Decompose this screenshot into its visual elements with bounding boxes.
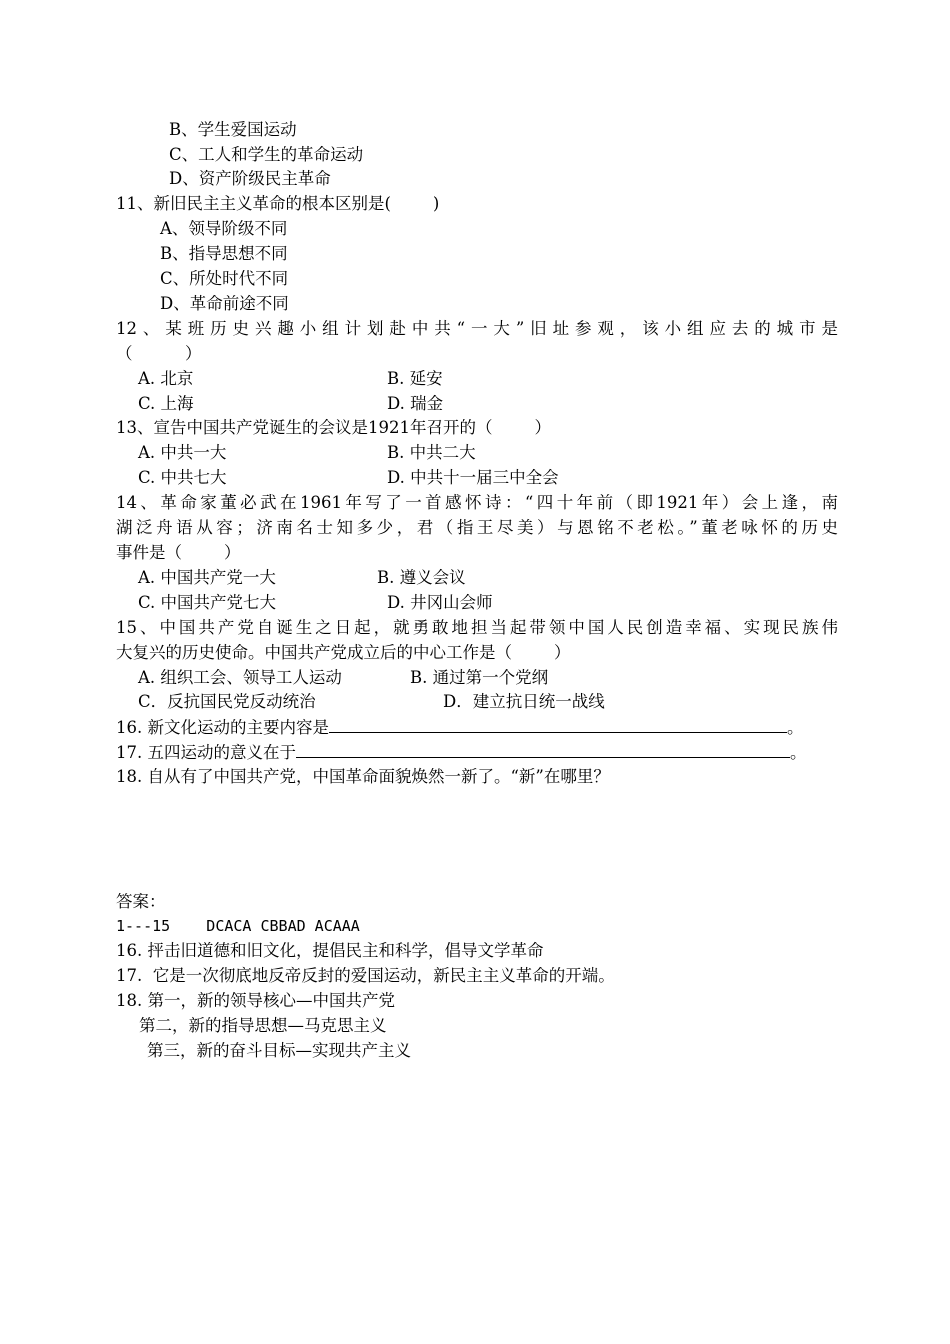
q15-option-d: D．建立抗日统一战线 [443, 692, 605, 711]
q12-stem-line1: 12、某班历史兴趣小组计划赴中共“一大”旧址参观，该小组应去的城市是 [116, 319, 838, 338]
q14-option-a: A. 中国共产党一大 [138, 568, 276, 587]
q14-option-c: C. 中国共产党七大 [138, 593, 277, 612]
q11-option-a: A、领导阶级不同 [160, 219, 288, 238]
q13-option-a: A. 中共一大 [138, 443, 227, 462]
q16-end: 。 [787, 718, 804, 737]
q18-stem: 18. 自从有了中国共产党，中国革命面貌焕然一新了。“新”在哪里？ [116, 767, 610, 786]
q13-option-c: C. 中共七大 [138, 468, 227, 487]
answer-17: 17. 它是一次彻底地反帝反封的爱国运动，新民主主义革命的开端。 [116, 966, 615, 985]
q15-stem-line2: 大复兴的历史使命。中国共产党成立后的中心工作是（ ） [116, 643, 571, 662]
q11-option-c: C、所处时代不同 [160, 269, 289, 288]
q13-stem: 13、宣告中国共产党诞生的会议是1921年召开的（ ） [116, 418, 551, 437]
q13-option-b: B. 中共二大 [387, 443, 476, 462]
q14-option-b: B. 遵义会议 [377, 568, 466, 587]
q13-option-d: D. 中共十一届三中全会 [387, 468, 559, 487]
answers-multiple-choice: 1---15 DCACA CBBAD ACAAA [116, 917, 360, 935]
q16-line [116, 715, 804, 740]
q17-answer-blank[interactable] [296, 740, 790, 758]
q16-answer-blank[interactable] [329, 715, 787, 733]
q17-stem: 17. 五四运动的意义在于 [116, 743, 296, 762]
q14-stem-line3: 事件是（ ） [116, 543, 241, 562]
q11-option-d: D、革命前途不同 [160, 294, 289, 313]
q12-option-b: B. 延安 [387, 369, 443, 388]
q16-stem: 16. 新文化运动的主要内容是 [116, 718, 329, 737]
answer-18-line3: 第三，新的奋斗目标—实现共产主义 [147, 1041, 411, 1060]
q12-stem-line2: （ ） [116, 344, 202, 363]
q14-stem-line2: 湖泛舟语从容；济南名士知多少，君（指王尽美）与恩铭不老松。”董老咏怀的历史 [116, 518, 838, 537]
q15-stem-line1: 15、中国共产党自诞生之日起，就勇敢地担当起带领中国人民创造幸福、实现民族伟 [116, 618, 838, 637]
q11-stem: 11、新旧民主主义革命的根本区别是( ) [116, 194, 440, 213]
q11-option-b: B、指导思想不同 [160, 244, 288, 263]
q17-line [116, 740, 807, 765]
answer-16: 16. 抨击旧道德和旧文化，提倡民主和科学，倡导文学革命 [116, 941, 544, 960]
q15-option-a: A. 组织工会、领导工人运动 [138, 668, 342, 687]
q10-option-b: B、学生爱国运动 [169, 120, 297, 139]
q17-end: 。 [790, 743, 807, 762]
q10-option-c: C、工人和学生的革命运动 [169, 145, 364, 164]
q15-option-c: C．反抗国民党反动统治 [138, 692, 316, 711]
q15-option-b: B. 通过第一个党纲 [410, 668, 549, 687]
q14-option-d: D. 井冈山会师 [387, 593, 493, 612]
answers-title: 答案： [116, 892, 166, 911]
q12-option-a: A. 北京 [138, 369, 194, 388]
answer-18-line1: 18. 第一，新的领导核心—中国共产党 [116, 991, 395, 1010]
q12-option-d: D. 瑞金 [387, 394, 444, 413]
q12-option-c: C. 上海 [138, 394, 194, 413]
q10-option-d: D、资产阶级民主革命 [169, 169, 331, 188]
q14-stem-line1: 14、革命家董必武在1961年写了一首感怀诗：“四十年前（即1921年）会上逢，南 [116, 493, 838, 512]
answer-18-line2: 第二，新的指导思想—马克思主义 [139, 1016, 387, 1035]
